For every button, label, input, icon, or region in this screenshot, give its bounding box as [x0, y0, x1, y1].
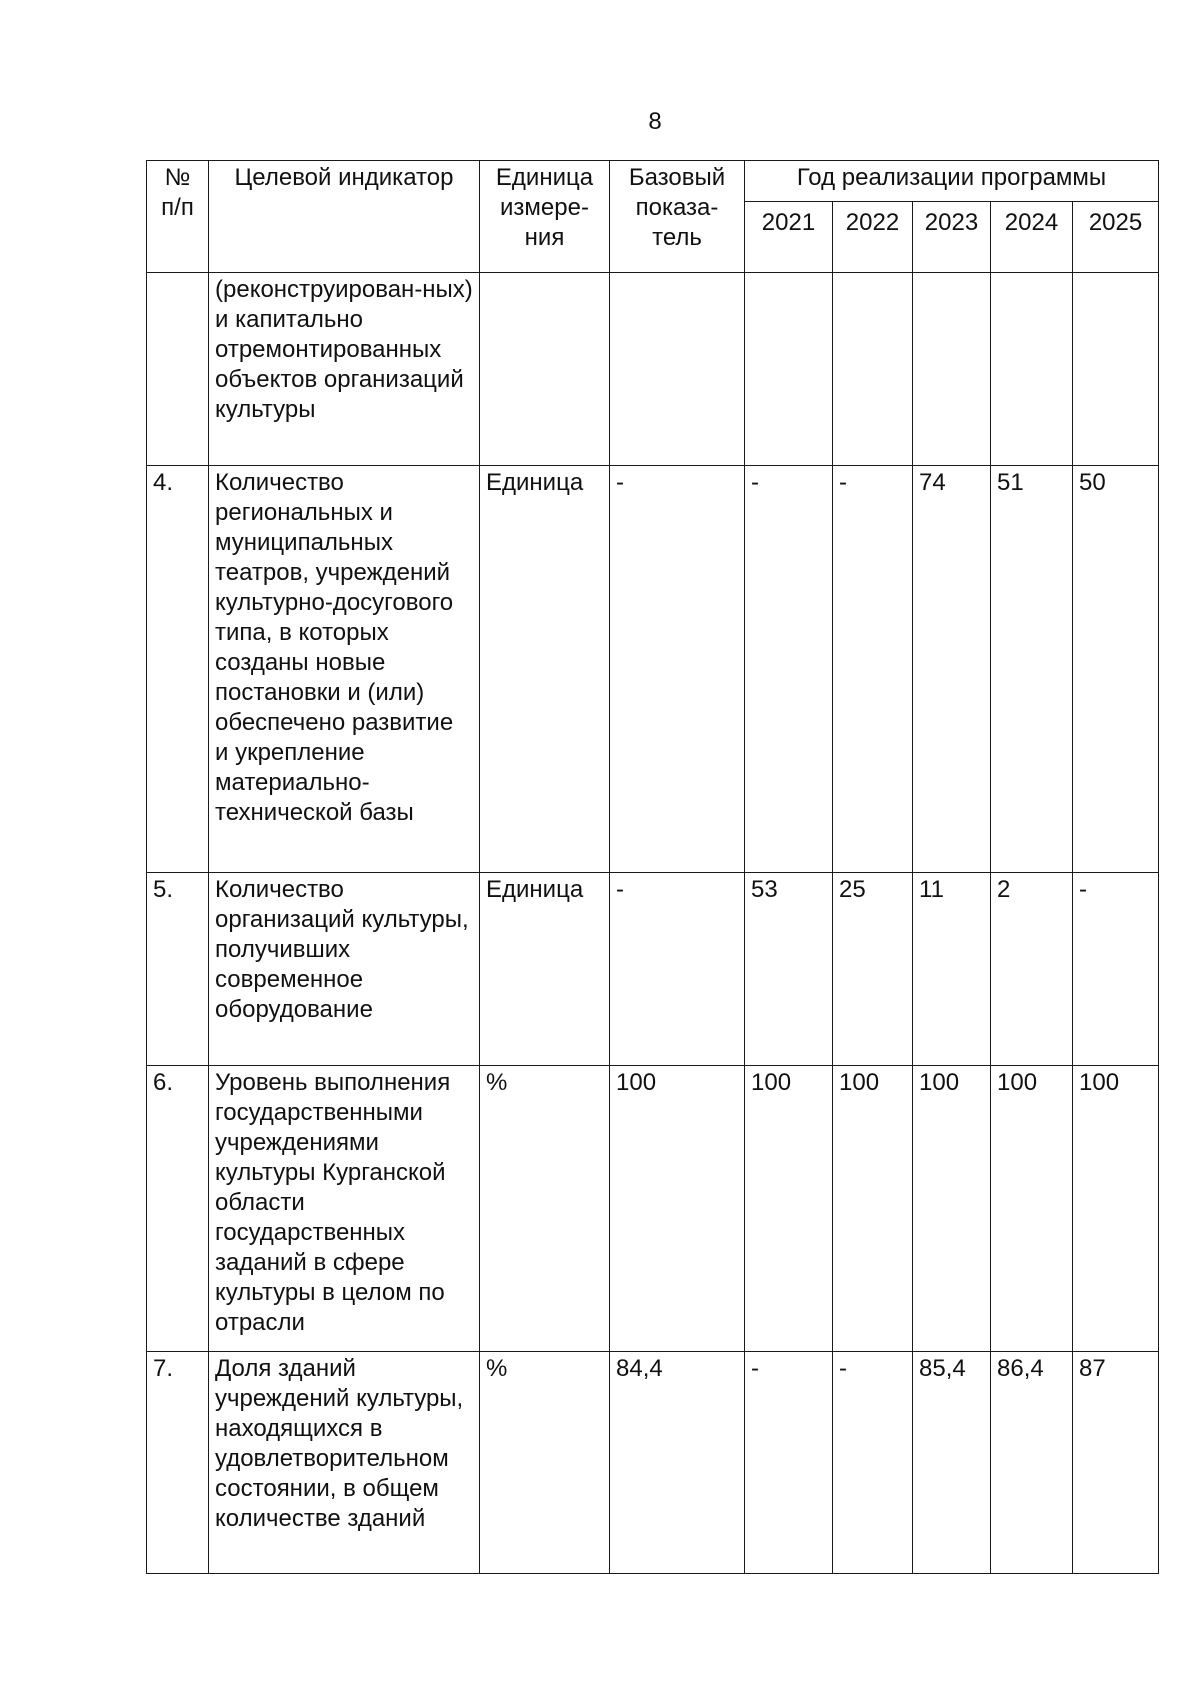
row-indicator: Количество организаций культуры, получивших современное оборудование: [209, 873, 480, 1066]
row-num: 7.: [147, 1352, 209, 1574]
row-base: -: [610, 873, 745, 1066]
row-value-2025: [1073, 273, 1159, 466]
row-value-2022: [833, 273, 913, 466]
table-row: [147, 1352, 1159, 1574]
row-value-2023: 11: [913, 873, 991, 1066]
row-value-2022: -: [833, 1352, 913, 1574]
row-value-2021: 53: [745, 873, 833, 1066]
row-base: 100: [610, 1066, 745, 1352]
row-value-2025: 100: [1073, 1066, 1159, 1352]
row-value-2023: 85,4: [913, 1352, 991, 1574]
header-num: № п/п: [147, 161, 209, 273]
row-value-2022: 25: [833, 873, 913, 1066]
row-value-2025: -: [1073, 873, 1159, 1066]
row-num: 5.: [147, 873, 209, 1066]
row-value-2021: [745, 273, 833, 466]
table-row: [147, 273, 1159, 466]
row-base: -: [610, 466, 745, 873]
header-year-2025: 2025: [1073, 202, 1159, 273]
header-year-2021: 2021: [745, 202, 833, 273]
row-value-2024: 100: [991, 1066, 1073, 1352]
row-value-2023: 74: [913, 466, 991, 873]
row-value-2022: -: [833, 466, 913, 873]
row-value-2024: [991, 273, 1073, 466]
row-num: 4.: [147, 466, 209, 873]
row-unit: %: [480, 1352, 610, 1574]
header-year-2023: 2023: [913, 202, 991, 273]
row-value-2021: -: [745, 1352, 833, 1574]
header-year-2022: 2022: [833, 202, 913, 273]
row-unit: [480, 273, 610, 466]
row-value-2021: -: [745, 466, 833, 873]
row-indicator: Уровень выполнения государственными учреждениями культуры Курганской области государственных заданий в сфере культуры в целом по отрасли: [209, 1066, 480, 1352]
header-year-2024: 2024: [991, 202, 1073, 273]
row-indicator: Доля зданий учреждений культуры, находящихся в удовлетворительном состоянии, в общем количестве зданий: [209, 1352, 480, 1574]
row-value-2025: 50: [1073, 466, 1159, 873]
row-value-2025: 87: [1073, 1352, 1159, 1574]
header-base: Базовый показа-тель: [610, 161, 745, 273]
row-value-2023: 100: [913, 1066, 991, 1352]
row-num: [147, 273, 209, 466]
row-value-2024: 2: [991, 873, 1073, 1066]
row-value-2022: 100: [833, 1066, 913, 1352]
row-value-2024: 86,4: [991, 1352, 1073, 1574]
table-row: [147, 466, 1159, 873]
header-indicator: Целевой индикатор: [209, 161, 480, 273]
table-row: [147, 873, 1159, 1066]
row-value-2024: 51: [991, 466, 1073, 873]
row-unit: Единица: [480, 873, 610, 1066]
row-unit: Единица: [480, 466, 610, 873]
row-indicator: (реконструирован-ных) и капитально отремонтированных объектов организаций культуры: [209, 273, 480, 466]
header-row: [147, 161, 1159, 202]
row-value-2021: 100: [745, 1066, 833, 1352]
row-unit: %: [480, 1066, 610, 1352]
row-base: [610, 273, 745, 466]
indicators-table: [146, 160, 1159, 1574]
page-number: 8: [648, 108, 662, 135]
row-value-2023: [913, 273, 991, 466]
row-base: 84,4: [610, 1352, 745, 1574]
row-num: 6.: [147, 1066, 209, 1352]
row-indicator: Количество региональных и муниципальных театров, учреждений культурно-досугового типа, в которых созданы новые постановки и (или) обеспечено развитие и укрепление материально-технической базы: [209, 466, 480, 873]
table-row: [147, 1066, 1159, 1352]
header-years-group: Год реализации программы: [745, 161, 1159, 202]
header-unit: Единица измере-ния: [480, 161, 610, 273]
